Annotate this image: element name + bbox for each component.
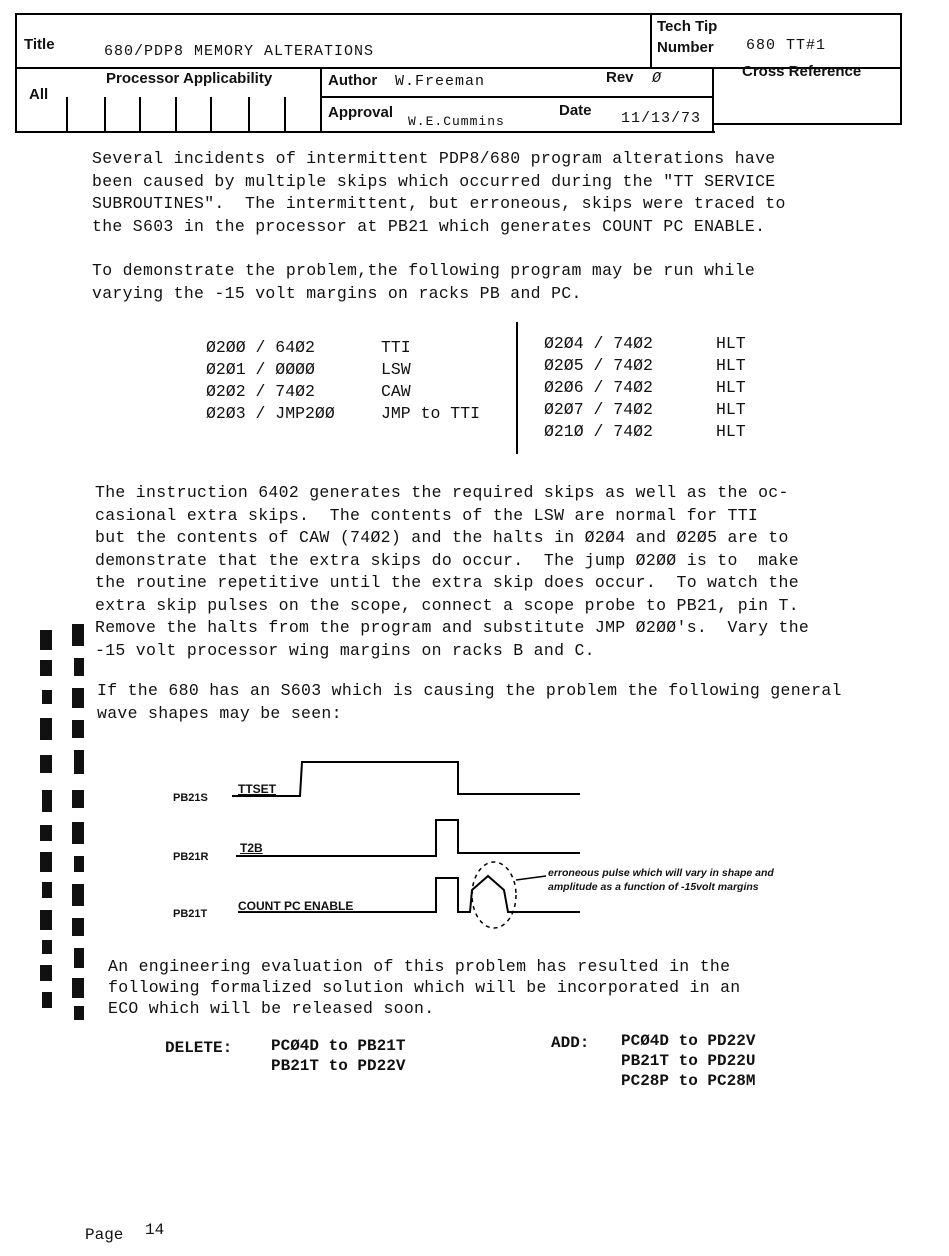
program-row (544, 377, 804, 399)
erroneous-pulse-annotation: erroneous pulse which will vary in shape and amplitude as a function of -15volt margins (548, 867, 774, 893)
waveform-t2b (236, 820, 580, 856)
program-mnemonic: HLT (716, 422, 746, 441)
program-row (544, 421, 804, 443)
signal-label-ttset: TTSET (238, 782, 276, 796)
program-row (206, 337, 506, 359)
page-label: Page (85, 1226, 124, 1244)
techtip-number: 680 TT#1 (746, 37, 827, 54)
rev-value: Ø (652, 70, 663, 87)
delete-items: PCØ4D to PB21T PB21T to PD22V (271, 1037, 406, 1075)
waveform-svg (0, 740, 949, 940)
all-label: All (29, 86, 49, 103)
program-row (544, 355, 804, 377)
program-address: Ø2Ø1 / ØØØØ (206, 360, 315, 379)
processor-applicability-label: Processor Applicability (106, 70, 273, 87)
add-items: PCØ4D to PD22V PB21T to PD22U PC28P to PC28M (621, 1032, 756, 1090)
title-label: Title (24, 36, 55, 53)
program-row (206, 403, 506, 425)
program-row (206, 381, 506, 403)
intro-paragraph: Several incidents of intermittent PDP8/680 program alterations have been caused by multiple skips which occurred during the "TT SERVICE SUBROUTINES". The intermittent, but erroneous, skips were traced to the S603 in the processor at PB21 which generates COUNT PC ENABLE. (92, 149, 786, 236)
approval-label: Approval (328, 104, 394, 121)
program-address: Ø2Ø5 / 74Ø2 (544, 356, 653, 375)
techtip-label: Tech Tip (657, 18, 718, 35)
program-mnemonic: LSW (381, 360, 411, 379)
waveform-ttset (232, 762, 580, 796)
waveshape-paragraph: If the 680 has an S603 which is causing the problem the following general wave shapes may be seen: (97, 681, 842, 723)
program-mnemonic: HLT (716, 356, 746, 375)
signal-label-count-pc-enable: COUNT PC ENABLE (238, 899, 354, 913)
program-address: Ø2Ø7 / 74Ø2 (544, 400, 653, 419)
pin-label-pb21s: PB21S (173, 792, 208, 804)
page-number: 14 (145, 1221, 165, 1239)
explanation-paragraph: The instruction 6402 generates the required skips as well as the oc- casional extra skips. The contents of the LSW are normal for TTI but the contents of CAW (74Ø2) and the halts in Ø2Ø4 and Ø2Ø5 are to demonstrate that the extra skips do occur. The jump Ø2ØØ is to make the routine repetitive until the extra skip does occur. To watch the extra skip pulses on the scope, connect a scope probe to PB21, pin T. Remove the halts from the program and substitute JMP Ø2ØØ's. Vary the -15 volt processor wing margins on racks B and C. (95, 483, 810, 660)
add-label: ADD: (551, 1034, 590, 1052)
date-value: 11/13/73 (621, 110, 702, 127)
program-address: Ø21Ø / 74Ø2 (544, 422, 653, 441)
program-address: Ø2Ø3 / JMP2ØØ (206, 404, 335, 423)
approval-value: W.E.Cummins (408, 114, 505, 129)
pin-label-pb21t: PB21T (173, 908, 208, 920)
evaluation-paragraph: An engineering evaluation of this problem has resulted in the following formalized solution which will be incorporated in an ECO which will be released soon. (108, 957, 741, 1018)
program-row (206, 359, 506, 381)
delete-label: DELETE: (165, 1039, 233, 1057)
program-row (544, 399, 804, 421)
erroneous-pulse-marker (472, 862, 516, 928)
program-right-list (544, 333, 804, 443)
pin-label-pb21r: PB21R (173, 851, 209, 863)
program-mnemonic: TTI (381, 338, 411, 357)
title-value: 680/PDP8 MEMORY ALTERATIONS (104, 43, 375, 60)
rev-label: Rev (606, 69, 634, 86)
program-mnemonic: HLT (716, 334, 746, 353)
program-left-list (206, 337, 506, 425)
date-label: Date (559, 102, 592, 119)
confidential-stamp-graphic (36, 620, 96, 1030)
program-address: Ø2Ø4 / 74Ø2 (544, 334, 653, 353)
program-row (544, 333, 804, 355)
program-mnemonic: HLT (716, 378, 746, 397)
program-address: Ø2Ø6 / 74Ø2 (544, 378, 653, 397)
demo-paragraph: To demonstrate the problem,the following program may be run while varying the -15 volt margins on racks PB and PC. (92, 261, 756, 303)
program-mnemonic: CAW (381, 382, 411, 401)
signal-label-t2b: T2B (240, 841, 263, 855)
author-label: Author (328, 72, 378, 89)
program-mnemonic: HLT (716, 400, 746, 419)
author-value: W.Freeman (395, 73, 486, 90)
program-address: Ø2Ø2 / 74Ø2 (206, 382, 315, 401)
program-mnemonic: JMP to TTI (381, 404, 481, 423)
cross-reference-label: Cross Reference (742, 63, 862, 80)
program-address: Ø2ØØ / 64Ø2 (206, 338, 315, 357)
program-divider (516, 322, 518, 454)
number-label: Number (657, 39, 714, 56)
